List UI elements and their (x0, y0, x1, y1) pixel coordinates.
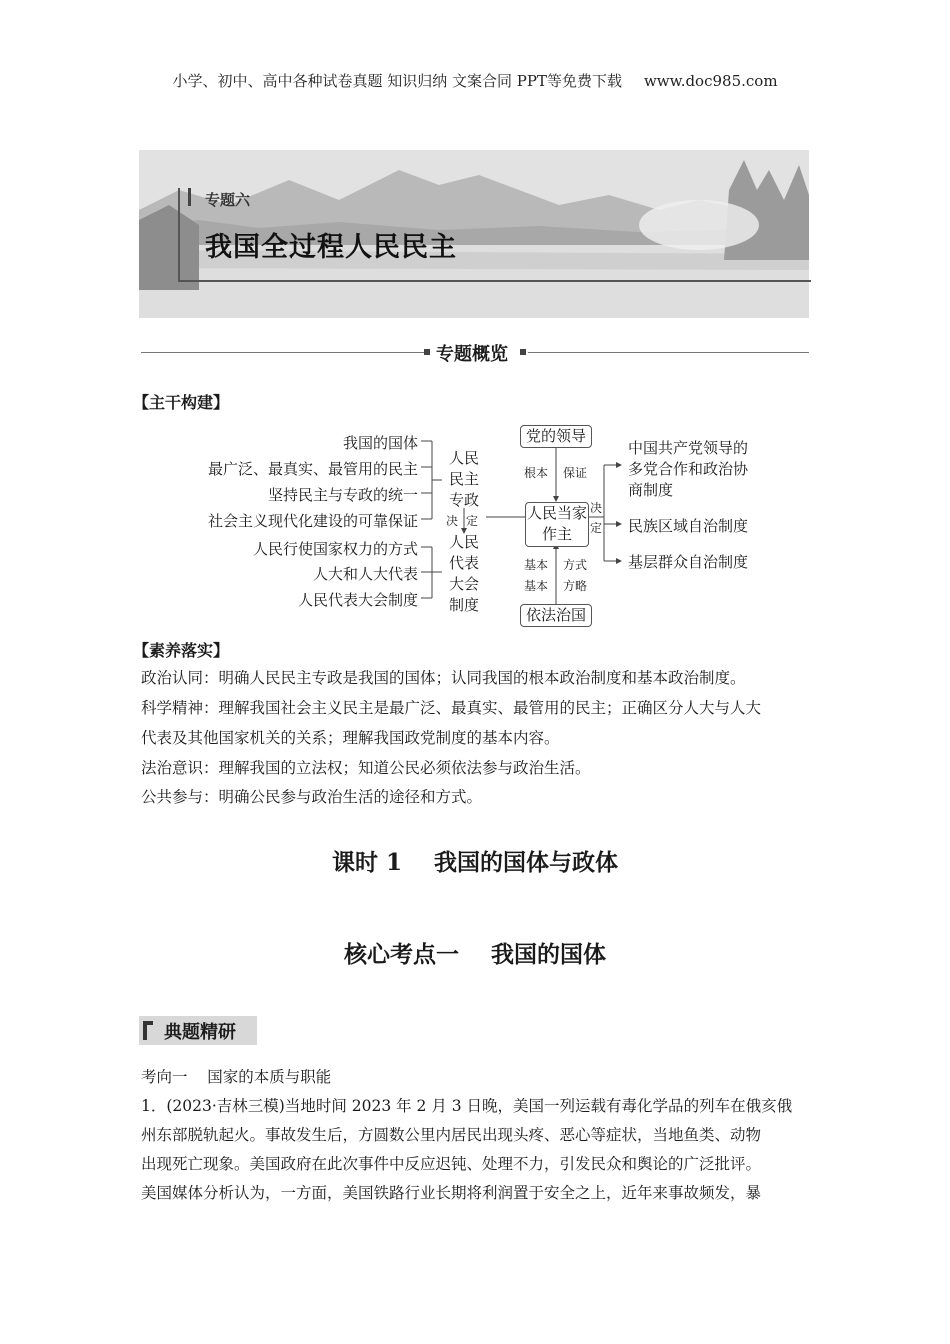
question-line-1: 1．(2023·吉林三模)当地时间 2023 年 2 月 3 日晚，美国一列运载有毒化学品的列车在俄亥俄 (141, 1097, 793, 1115)
literacy-heading: 【素养落实】 (133, 641, 230, 660)
left-item-6: 人大和人大代表 (312, 565, 418, 583)
literacy-line-3: 代表及其他国家机关的关系；理解我国政党制度的基本内容。 (141, 729, 560, 747)
method-label: 方式 (563, 558, 588, 572)
right-item-1-line-1: 中国共产党领导的 (628, 439, 749, 457)
framework-heading: 【主干构建】 (133, 393, 230, 412)
right-decide-label: 决定 (590, 501, 603, 535)
lesson-title: 课时 1 我国的国体与政体 (331, 849, 619, 876)
knowledge-diagram (0, 0, 950, 640)
basic-label-1: 基本 (524, 558, 549, 572)
direction-title: 考向一 国家的本质与职能 (141, 1068, 332, 1086)
rule-of-law-box: 依法治国 (520, 604, 592, 627)
left-item-1: 我国的国体 (342, 434, 418, 452)
right-item-1-line-3: 商制度 (628, 481, 674, 499)
literacy-line-4: 法治意识：理解我国的立法权；知道公民必须依法参与政治生活。 (141, 759, 591, 777)
header-url[interactable]: www.doc985.com (643, 72, 778, 90)
right-item-2: 民族区域自治制度 (628, 517, 749, 535)
banner-title: 我国全过程人民民主 (205, 232, 457, 263)
right-item-1-line-2: 多党合作和政治协 (628, 460, 749, 478)
left-item-4: 社会主义现代化建设的可靠保证 (207, 512, 418, 530)
col-congress-system: 人民代表大会制度 (449, 533, 480, 614)
left-item-2: 最广泛、最真实、最管用的民主 (207, 460, 418, 478)
col-decide-label: 决定 (446, 514, 487, 528)
col-dictatorship: 人民民主专政 (449, 449, 480, 509)
section-tag-label: 典题精研 (164, 1022, 236, 1043)
right-item-3: 基层群众自治制度 (628, 553, 749, 571)
header-text: 小学、初中、高中各种试卷真题 知识归纳 文案合同 PPT等免费下载 (172, 72, 622, 90)
question-line-4: 美国媒体分析认为，一方面，美国铁路行业长期将利润置于安全之上，近年来事故频发，暴 (141, 1184, 762, 1202)
right-item-1 (628, 438, 748, 501)
question-line-2: 州东部脱轨起火。事故发生后，方圆数公里内居民出现头疼、恶心等症状，当地鱼类、动物 (141, 1126, 762, 1144)
literacy-line-5: 公共参与：明确公民参与政治生活的途径和方式。 (141, 788, 483, 806)
guarantee-label: 保证 (563, 466, 588, 480)
literacy-line-1: 政治认同：明确人民民主专政是我国的国体；认同我国的根本政治制度和基本政治制度。 (141, 669, 746, 687)
core-point-title: 核心考点一 我国的国体 (343, 941, 607, 968)
tag-corner-icon (143, 1021, 153, 1040)
strategy-label: 方略 (563, 579, 588, 593)
people-master-box: 人民当家作主 (525, 502, 589, 547)
basic-label-2: 基本 (524, 579, 549, 593)
left-item-3: 坚持民主与专政的统一 (267, 486, 418, 504)
party-leadership-box: 党的领导 (520, 425, 592, 448)
banner-subtitle: 专题六 (205, 191, 251, 209)
left-item-5: 人民行使国家权力的方式 (252, 540, 418, 558)
overview-title: 专题概览 (436, 344, 508, 365)
left-item-7: 人民代表大会制度 (297, 591, 418, 609)
question-line-3: 出现死亡现象。美国政府在此次事件中反应迟钝、处理不力，引发民众和舆论的广泛批评。 (141, 1155, 762, 1173)
literacy-line-2: 科学精神：理解我国社会主义民主是最广泛、最真实、最管用的民主；正确区分人大与人大 (141, 699, 762, 717)
root-label: 根本 (524, 466, 549, 480)
